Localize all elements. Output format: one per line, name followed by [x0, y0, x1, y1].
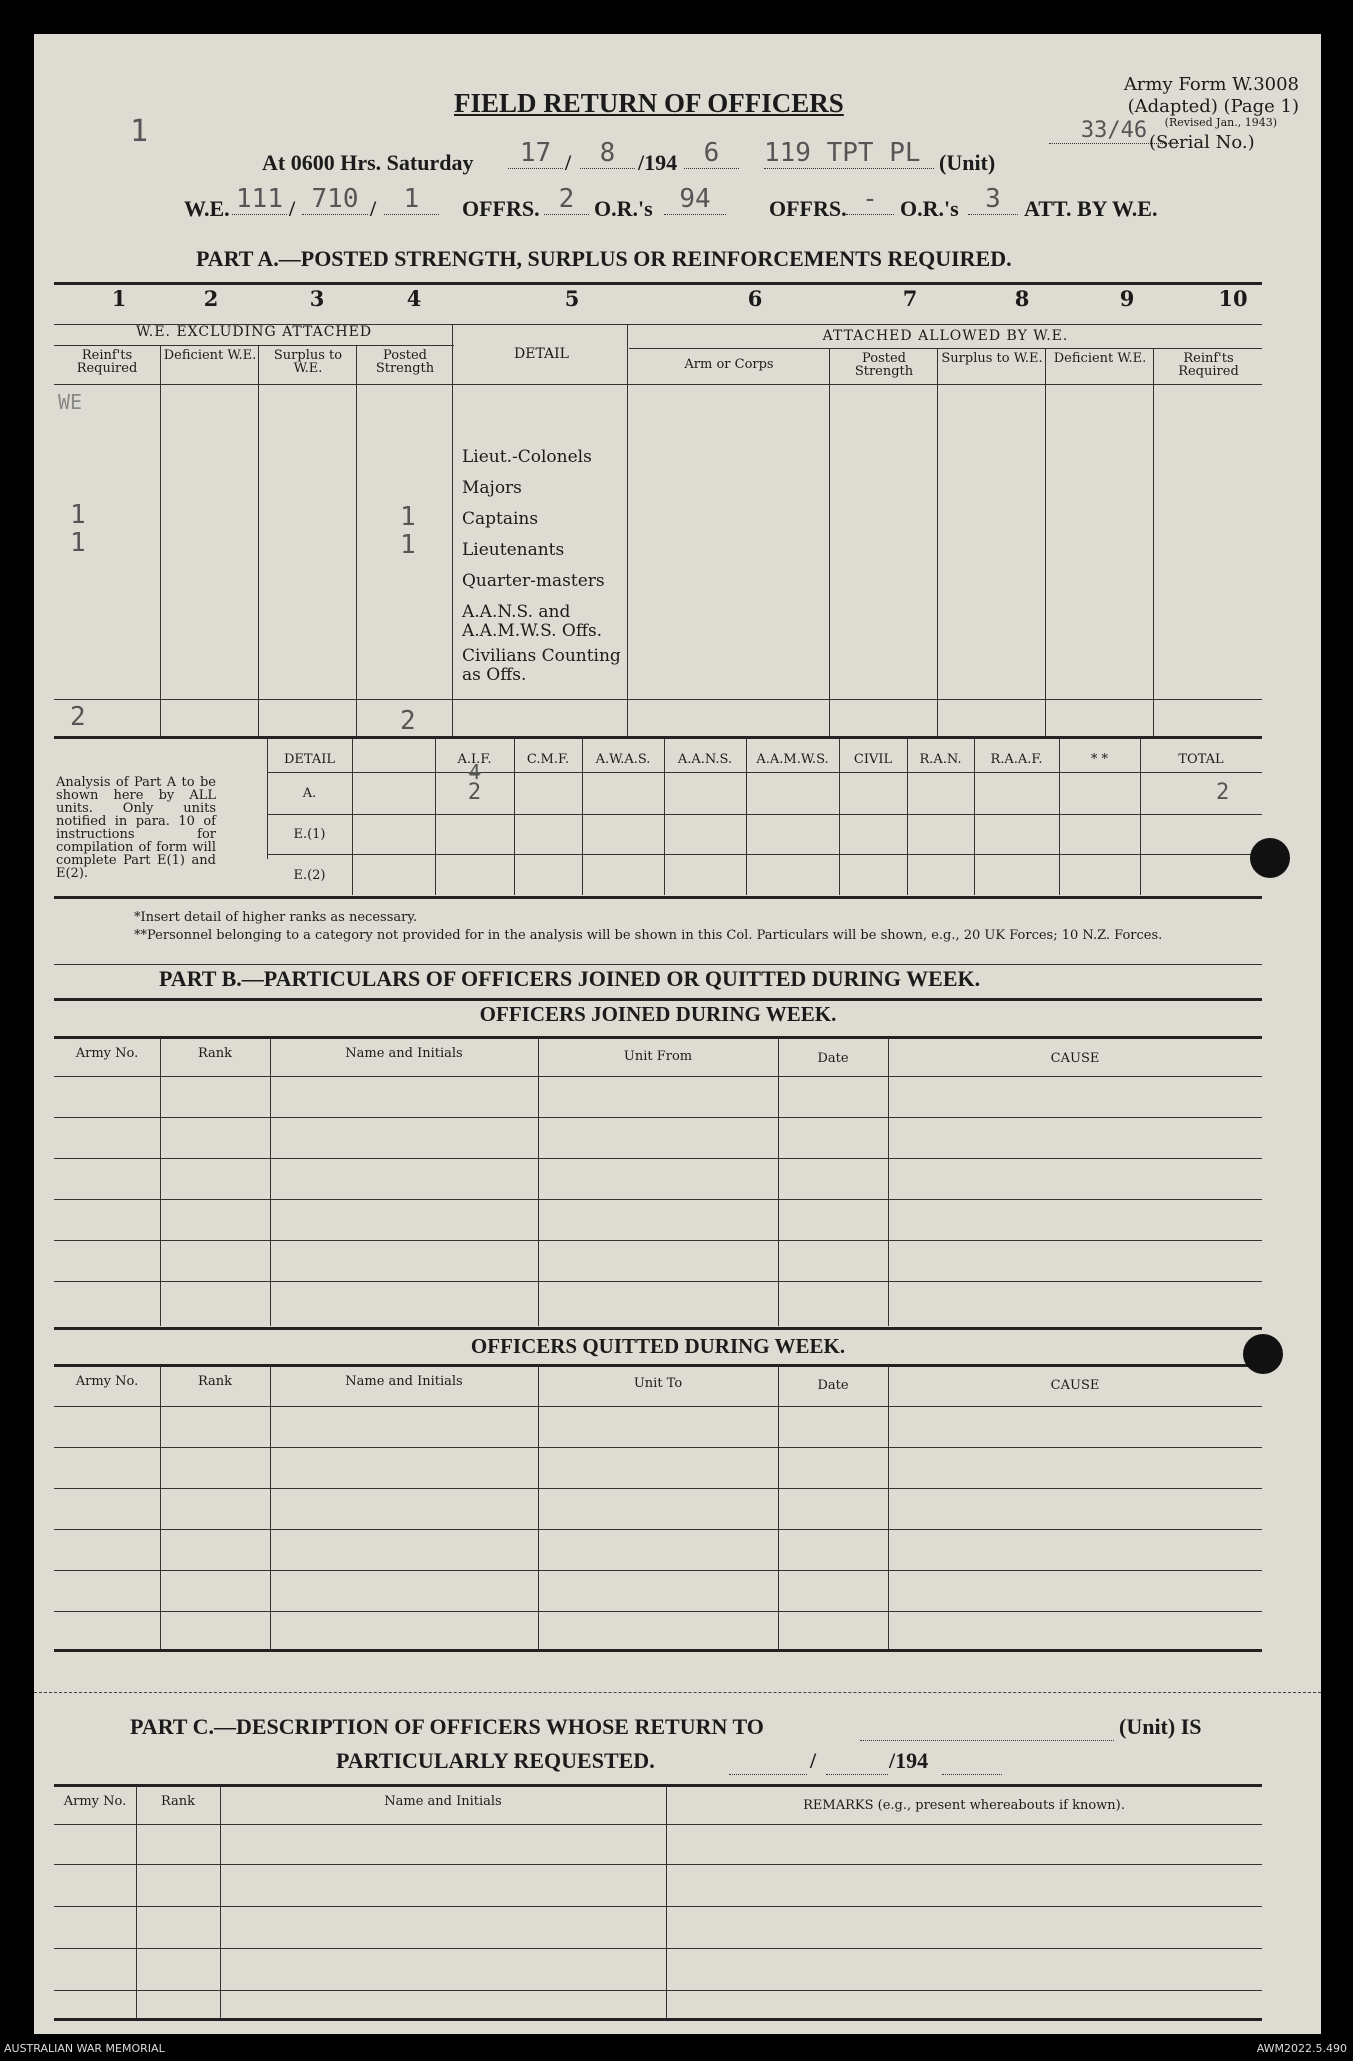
we-value-1[interactable]: 111	[232, 184, 287, 215]
form-title: FIELD RETURN OF OFFICERS	[454, 88, 844, 118]
offrs-label: OFFRS.	[462, 196, 540, 221]
quitted-header-cause: CAUSE	[1050, 1378, 1100, 1393]
quitted-header-rank: Rank	[197, 1374, 233, 1389]
part-c-date-month[interactable]	[826, 1754, 888, 1775]
reinf-lieutenants[interactable]: 1	[70, 528, 86, 558]
offrs-value[interactable]: 2	[544, 184, 589, 215]
offrs2-value[interactable]: -	[846, 184, 894, 215]
part-b-title: PART B.—PARTICULARS OF OFFICERS JOINED OR QUITTED DURING WEEK.	[159, 966, 981, 991]
date-day[interactable]: 17	[508, 138, 563, 169]
att-group-header: ATTACHED ALLOWED BY W.E.	[822, 328, 1069, 344]
year-prefix: /194	[638, 150, 678, 175]
analysis-row-e2: E.(2)	[293, 868, 326, 883]
part-c-year-prefix: /194	[889, 1748, 929, 1773]
total-value[interactable]: 2	[1216, 780, 1230, 805]
form-sheet: 1 FIELD RETURN OF OFFICERS Army Form W.3008 (Adapted) (Page 1) (Revised Jan., 1943) 33/46 (Serial No.) At 0600 Hrs. Saturday 17 / 8 /194 6 119 TPT PL (Unit) W.E. 111 / 710 / 1 OFFRS. 2 O.R.'s 94 OFFRS. - O.R.'s 3 ATT. BY W.E. PART A.—POSTED STRENGTH, SURPLUS OR REINFORCEMENTS REQUIRED. 1 2 3 4 5 6 7 8 9 10 W.E. EXCLUDING ATTACHED ATTACHED ALLOWED BY W.E. Reinf'ts Required Deficient W.E. Surplus to W.E. Posted Strength DETAIL Arm or Corps Posted Strength Surplus to W.E. Deficient W.E. Reinf'ts Required WE Lieut.-Colonels Majors Captains Lieutenants Quarter-masters A.A.N.S. and A.A.M.W.S. Offs. Civilians Counting as Offs. 1 1 1 1 2 2 Analysis of Part A to be shown here by ALL units. Only units notified in para. 10 of instructions for compilation of form will complete Part E(1) and E(2). DETAIL A.I.F. C.M.F. A.W.A.S. A.A.N.S. A.A.M.W.S. CIVIL R.A.N. R.A.A.F. * * TOTAL A. E.(1) E.(2) 4 2 2 *Insert detail of higher ranks as necessary. **Personnel belonging to a category not provided for in the analysis will be shown in this Col. Particulars will be shown, e.g., 20 UK Forces; 10 N.Z. Forces. PART B.—PARTICULARS OF OFFICERS JOINED OR QUITTED DURING WEEK. OFFICERS JOINED DURING WEEK. Army No. Rank Name and Initials Unit From Date CAUSE OFFICERS QUITTED DURING WEEK. Army No. Rank Name and Initials Unit To Date CAUSE PART C.—DESCRIPTION OF OFFICERS WHOSE RETURN TO (Unit) IS PARTICULARLY REQUESTED. / /194 Army No. Rank Name and Initials REMARKS (e.g., present whereabouts if known).	[34, 34, 1321, 2034]
joined-header-date: Date	[817, 1051, 849, 1066]
we-value-3[interactable]: 1	[384, 184, 439, 215]
rank-item: A.A.N.S. and A.A.M.W.S. Offs.	[462, 602, 603, 641]
col-number: 4	[406, 286, 422, 311]
header-detail: DETAIL	[514, 346, 569, 362]
serial-number[interactable]: 33/46	[1049, 118, 1179, 144]
analysis-header-detail: DETAIL	[283, 752, 336, 767]
col-number: 1	[111, 286, 127, 311]
col-number: 6	[747, 286, 763, 311]
we-value-2[interactable]: 710	[302, 184, 368, 215]
part-c-header-name: Name and Initials	[384, 1794, 502, 1809]
rank-list	[462, 442, 627, 685]
footnote-2: **Personnel belonging to a category not provided for in the analysis will be shown in this Col. Particulars will be shown, e.g., 20 UK Forces; 10 N.Z. Forces.	[134, 928, 1163, 943]
joined-header-name: Name and Initials	[345, 1046, 463, 1061]
analysis-header-aans: A.A.N.S.	[677, 752, 733, 767]
col-number: 7	[902, 286, 918, 311]
part-c-header-rank: Rank	[160, 1794, 196, 1809]
cut-line	[34, 1692, 1321, 1693]
reinf-captains[interactable]: 1	[70, 500, 86, 530]
rank-item: Lieut.-Colonels	[462, 447, 592, 467]
part-c-header-army-no: Army No.	[63, 1794, 127, 1809]
reinf-total[interactable]: 2	[70, 702, 86, 732]
part-c-date-day[interactable]	[729, 1754, 807, 1775]
part-c-unit-field[interactable]	[860, 1720, 1114, 1741]
header-reinf2: Reinf'ts Required	[1178, 351, 1239, 379]
quitted-header-date: Date	[817, 1378, 849, 1393]
analysis-header-civil: CIVIL	[853, 752, 893, 767]
offrs2-label: OFFRS.	[769, 196, 847, 221]
posted-total[interactable]: 2	[400, 706, 416, 736]
header-surplus: Surplus to W.E.	[273, 348, 343, 376]
col-number: 10	[1218, 286, 1248, 311]
quitted-header-army-no: Army No.	[75, 1374, 139, 1389]
serial-label: (Serial No.)	[1149, 132, 1255, 153]
analysis-header-total: TOTAL	[1178, 752, 1224, 767]
column-numbers	[54, 286, 1262, 316]
analysis-header-ran: R.A.N.	[919, 752, 962, 767]
header-surplus2: Surplus to W.E.	[941, 351, 1043, 366]
rank-item: Majors	[462, 478, 522, 498]
rank-item: Lieutenants	[462, 540, 565, 560]
footer-right: AWM2022.5.490	[1256, 2042, 1347, 2055]
punch-hole	[1250, 838, 1290, 878]
header-reinf: Reinf'ts Required	[76, 348, 138, 376]
rank-item: Quarter-masters	[462, 571, 605, 591]
we-note: WE	[58, 390, 83, 414]
col-number: 2	[203, 286, 219, 311]
header-deficient: Deficient W.E.	[163, 348, 257, 363]
analysis-header-other: * *	[1090, 752, 1109, 767]
ors-value[interactable]: 94	[664, 184, 726, 215]
joined-header-unit-from: Unit From	[623, 1049, 693, 1064]
rank-item: Civilians Counting as Offs.	[462, 646, 621, 685]
joined-header-rank: Rank	[197, 1046, 233, 1061]
part-c-year-digit[interactable]	[942, 1754, 1002, 1775]
col-number: 3	[309, 286, 325, 311]
form-adapted: (Adapted) (Page 1)	[1127, 96, 1299, 117]
ors-label: O.R.'s	[594, 196, 653, 221]
part-c-header-remarks: REMARKS (e.g., present whereabouts if known).	[803, 1798, 1125, 1813]
year-digit[interactable]: 6	[684, 138, 739, 169]
col-number: 9	[1119, 286, 1135, 311]
footnote-1: *Insert detail of higher ranks as necessary.	[134, 910, 418, 925]
unit-value[interactable]: 119 TPT PL	[764, 138, 934, 169]
date-month[interactable]: 8	[580, 138, 635, 169]
joined-header-army-no: Army No.	[75, 1046, 139, 1061]
at-label: At 0600 Hrs. Saturday	[262, 150, 474, 175]
ors2-value[interactable]: 3	[968, 184, 1018, 215]
analysis-header-aif: A.I.F.	[457, 752, 492, 767]
unit-label: (Unit)	[939, 150, 996, 175]
analysis-header-raaf: R.A.A.F.	[990, 752, 1043, 767]
col-number: 8	[1014, 286, 1030, 311]
header-deficient2: Deficient W.E.	[1053, 351, 1147, 366]
ors2-label: O.R.'s	[900, 196, 959, 221]
punch-hole	[1243, 1334, 1283, 1374]
quitted-title: OFFICERS QUITTED DURING WEEK.	[470, 1334, 846, 1358]
joined-title: OFFICERS JOINED DURING WEEK.	[479, 1002, 837, 1026]
we-group-header: W.E. EXCLUDING ATTACHED	[135, 324, 373, 340]
analysis-row-e1: E.(1)	[293, 827, 326, 842]
header-posted2: Posted Strength	[854, 351, 914, 379]
analysis-note: Analysis of Part A to be shown here by ALL units. Only units notified in para. 10 of instructions for compilation of form will complete Part E(1) and E(2).	[56, 775, 216, 881]
form-id: Army Form W.3008	[1123, 74, 1299, 95]
analysis-header-cmf: C.M.F.	[526, 752, 570, 767]
rank-item: Captains	[462, 509, 539, 529]
margin-mark: 1	[130, 114, 149, 149]
analysis-header-aamws: A.A.M.W.S.	[756, 752, 829, 767]
col-number: 5	[564, 286, 580, 311]
aif-struck-value: 4	[468, 760, 481, 784]
part-c-title-b: PARTICULARLY REQUESTED.	[336, 1748, 655, 1773]
header-posted: Posted Strength	[375, 348, 435, 376]
part-c-title: PART C.—DESCRIPTION OF OFFICERS WHOSE RETURN TO	[130, 1714, 764, 1739]
analysis-header-awas: A.W.A.S.	[595, 752, 651, 767]
header-arm: Arm or Corps	[684, 357, 774, 372]
quitted-header-unit-to: Unit To	[633, 1376, 683, 1391]
footer-left: AUSTRALIAN WAR MEMORIAL	[4, 2042, 165, 2055]
posted-lieutenants[interactable]: 1	[400, 530, 416, 560]
quitted-header-name: Name and Initials	[345, 1374, 463, 1389]
form-revised: (Revised Jan., 1943)	[1164, 116, 1277, 129]
analysis-row-a: A.	[302, 786, 317, 801]
part-a-title: PART A.—POSTED STRENGTH, SURPLUS OR REINFORCEMENTS REQUIRED.	[196, 246, 1012, 271]
part-c-unit-label: (Unit) IS	[1119, 1714, 1202, 1739]
we-label: W.E.	[184, 196, 230, 221]
aif-value[interactable]: 2	[467, 780, 482, 805]
joined-header-cause: CAUSE	[1050, 1051, 1100, 1066]
posted-captains[interactable]: 1	[400, 502, 416, 532]
att-label: ATT. BY W.E.	[1024, 196, 1158, 221]
